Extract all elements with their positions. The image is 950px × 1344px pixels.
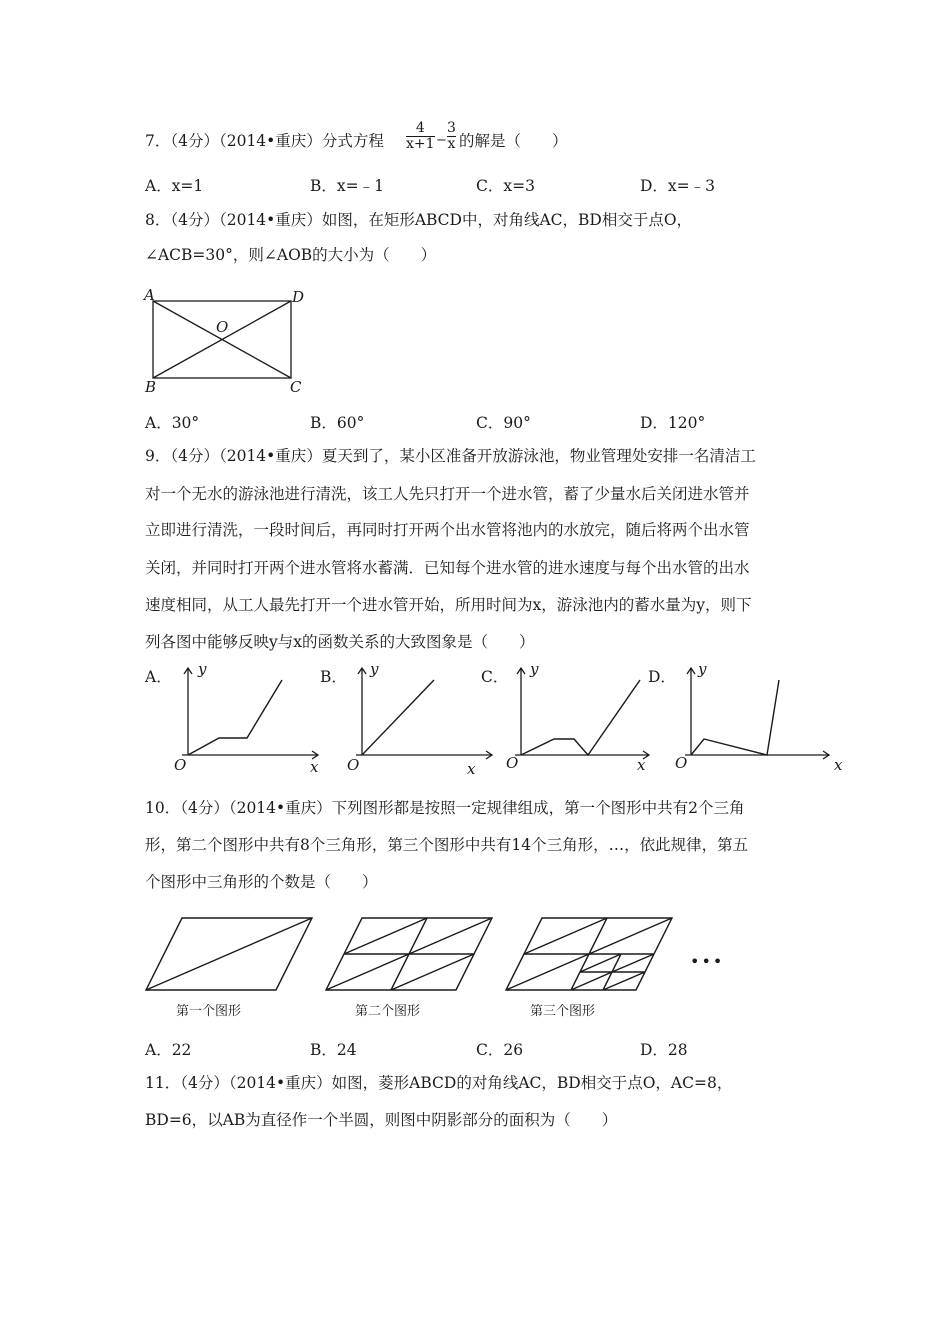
q9-line-6: 列各图中能够反映y与x的函数关系的大致图象是（ ） <box>145 633 535 651</box>
graph-c-o: O <box>506 754 519 772</box>
figure-1 <box>146 918 312 990</box>
caption-figure-1: 第一个图形 <box>176 1004 242 1019</box>
graph-a-x: x <box>310 758 319 776</box>
q8-option-a: A．30° <box>145 414 200 432</box>
q9-line-2: 对一个无水的游泳池进行清洗，该工人先只打开一个进水管，蓄了少量水后关闭进水管并 <box>145 485 750 503</box>
graph-c-curve <box>521 680 640 755</box>
graph-c-y: y <box>530 660 539 678</box>
graph-a-y: y <box>198 660 207 678</box>
q9-line-3: 立即进行清洗，一段时间后，再同时打开两个出水管将池内的水放完，随后将两个出水管 <box>145 521 750 539</box>
graph-b-x: x <box>467 760 476 778</box>
q7-suffix: 的解是（ ） <box>459 132 568 150</box>
q10-line-2: 形，第二个图形中共有8个三角形，第三个图形中共有14个三角形，…，依此规律，第五 <box>145 836 749 854</box>
q9-line-4: 关闭，并同时打开两个进水管将水蓄满．已知每个进水管的进水速度与每个出水管的出水 <box>145 559 750 577</box>
caption-figure-3: 第三个图形 <box>530 1004 596 1019</box>
q9-line-1: 9．（4分）（2014•重庆）夏天到了，某小区准备开放游泳池，物业管理处安排一名清洁工 <box>145 447 756 465</box>
q8-option-d: D．120° <box>640 414 706 432</box>
label-c: C <box>290 378 302 396</box>
q11-line-2: BD=6，以AB为直径作一个半圆，则图中阴影部分的面积为（ ） <box>145 1111 618 1129</box>
graph-c-x: x <box>637 756 646 774</box>
label-b: B <box>145 378 157 396</box>
figure-3 <box>506 918 672 990</box>
graph-b-y: y <box>370 660 379 678</box>
figure-ellipsis: ••• <box>690 952 725 971</box>
q8-option-c: C．90° <box>476 414 531 432</box>
q7-line <box>145 131 384 151</box>
q10-option-a: A．22 <box>145 1041 192 1059</box>
graph-a <box>170 660 330 775</box>
q10-line-1: 10．（4分）（2014•重庆）下列图形都是按照一定规律组成，第一个图形中共有2个三角 <box>145 799 745 817</box>
q7-option-a: A．x=1 <box>145 177 204 195</box>
graph-d-y: y <box>698 660 707 678</box>
q10-figures <box>140 910 740 1000</box>
q10-option-c: C．26 <box>476 1041 524 1059</box>
q7-fraction-1 <box>406 121 435 152</box>
graph-b-label: B． <box>320 668 347 686</box>
q7-frac1-num: 4 <box>415 120 425 136</box>
q7-option-b: B．x=﹣1 <box>310 177 384 195</box>
q7-frac1-den: x+1 <box>406 136 435 152</box>
q8-line-2: ∠ACB=30°，则∠AOB的大小为（ ） <box>145 246 437 264</box>
q8-option-b: B．60° <box>310 414 365 432</box>
q11-line-1: 11．（4分）（2014•重庆）如图，菱形ABCD的对角线AC，BD相交于点O，AC=8， <box>145 1074 733 1092</box>
label-d: D <box>292 288 305 306</box>
q7-fraction-2 <box>447 121 456 152</box>
graph-b <box>344 660 504 775</box>
q7-prefix: 7．（4分）（2014•重庆）分式方程 <box>145 132 384 150</box>
graph-c-label: C． <box>481 668 509 686</box>
q8-rectangle-figure <box>140 286 310 396</box>
graph-b-curve <box>362 680 434 755</box>
graph-d-x: x <box>834 756 843 774</box>
figure-2 <box>326 918 492 990</box>
label-o: O <box>216 318 229 336</box>
q7-frac2-num: 3 <box>447 120 456 136</box>
graph-d-o: O <box>675 754 688 772</box>
q10-option-b: B．24 <box>310 1041 357 1059</box>
graph-d-curve <box>691 680 779 755</box>
graph-a-curve <box>188 680 282 755</box>
q7-option-c: C．x=3 <box>476 177 535 195</box>
q9-line-5: 速度相同，从工人最先打开一个进水管开始，所用时间为x，游泳池内的蓄水量为y，则下 <box>145 596 752 614</box>
graph-b-o: O <box>347 756 360 774</box>
label-a: A <box>144 286 155 304</box>
q7-frac2-den: x <box>447 136 456 152</box>
q10-line-3: 个图形中三角形的个数是（ ） <box>145 873 378 891</box>
caption-figure-2: 第二个图形 <box>355 1004 421 1019</box>
graph-a-label: A． <box>145 668 172 686</box>
graph-d-label: D． <box>648 668 676 686</box>
q7-option-d: D．x=﹣3 <box>640 177 716 195</box>
q8-line-1: 8．（4分）（2014•重庆）如图，在矩形ABCD中，对角线AC，BD相交于点O， <box>145 211 693 229</box>
graph-a-o: O <box>174 756 187 774</box>
q10-option-d: D．28 <box>640 1041 688 1059</box>
q7-minus: − <box>436 133 447 148</box>
